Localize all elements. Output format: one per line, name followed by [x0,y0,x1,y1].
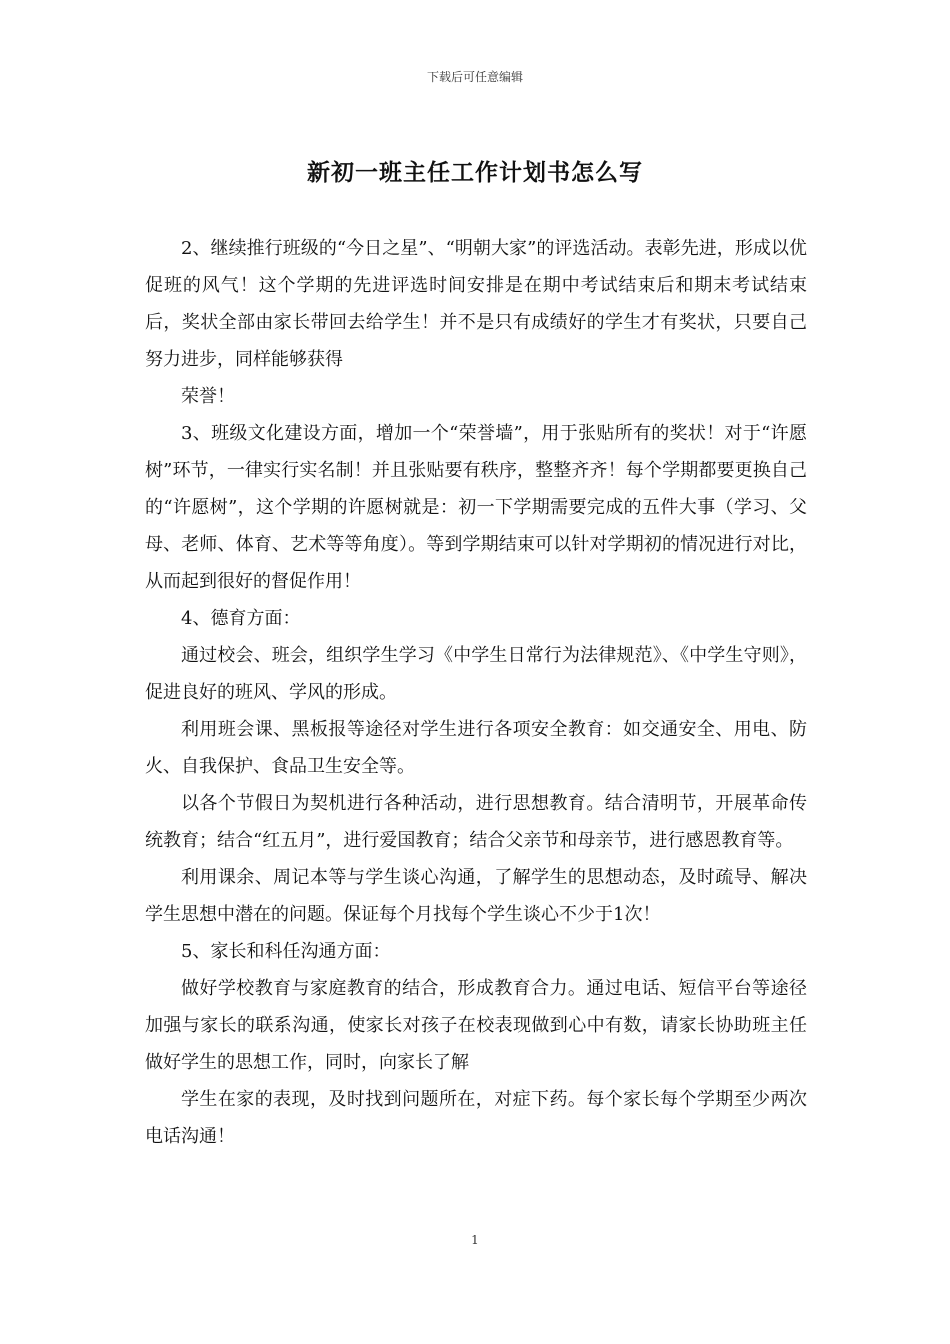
paragraph: 5、家长和科任沟通方面： [181,941,391,962]
document-body [145,230,807,1155]
paragraph: 2、继续推行班级的“今日之星”、“明朝大家”的评选活动。表彰先进，形成以优促班的风气！这个学期的先进评选时间安排是在期中考试结束后和期末考试结束后，奖状全部由家长带回去给学生！并不是只有成绩好的学生才有奖状，只要自己努力进步，同样能够获得 [145,238,807,370]
page-header-note: 下载后可任意编辑 [426,70,523,84]
paragraph: 利用课余、周记本等与学生谈心沟通，了解学生的思想动态，及时疏导、解决学生思想中潜在的问题。保证每个月找每个学生谈心不少于1次！ [145,867,807,925]
paragraph: 做好学校教育与家庭教育的结合，形成教育合力。通过电话、短信平台等途径加强与家长的联系沟通，使家长对孩子在校表现做到心中有数，请家长协助班主任做好学生的思想工作，同时，向家长了解 [145,978,807,1073]
paragraph: 以各个节假日为契机进行各种活动，进行思想教育。结合清明节，开展革命传统教育；结合“红五月”，进行爱国教育；结合父亲节和母亲节，进行感恩教育等。 [145,793,807,851]
page-number: 1 [471,1233,479,1247]
paragraph: 学生在家的表现，及时找到问题所在，对症下药。每个家长每个学期至少两次电话沟通！ [145,1089,807,1147]
paragraph: 3、班级文化建设方面，增加一个“荣誉墙”，用于张贴所有的奖状！对于“许愿树”环节，一律实行实名制！并且张贴要有秩序，整整齐齐！每个学期都要更换自己的“许愿树”，这个学期的许愿树就是：初一下学期需要完成的五件大事（学习、父母、老师、体育、艺术等等角度）。等到学期结束可以针对学期初的情况进行对比，从而起到很好的督促作用！ [145,423,807,592]
document-title: 新初一班主任工作计划书怎么写 [307,160,643,186]
paragraph: 通过校会、班会，组织学生学习《中学生日常行为法律规范》、《中学生守则》，促进良好的班风、学风的形成。 [145,645,807,703]
paragraph: 4、德育方面： [181,608,301,629]
paragraph: 利用班会课、黑板报等途径对学生进行各项安全教育：如交通安全、用电、防火、自我保护、食品卫生安全等。 [145,719,807,777]
paragraph: 荣誉！ [181,386,235,407]
